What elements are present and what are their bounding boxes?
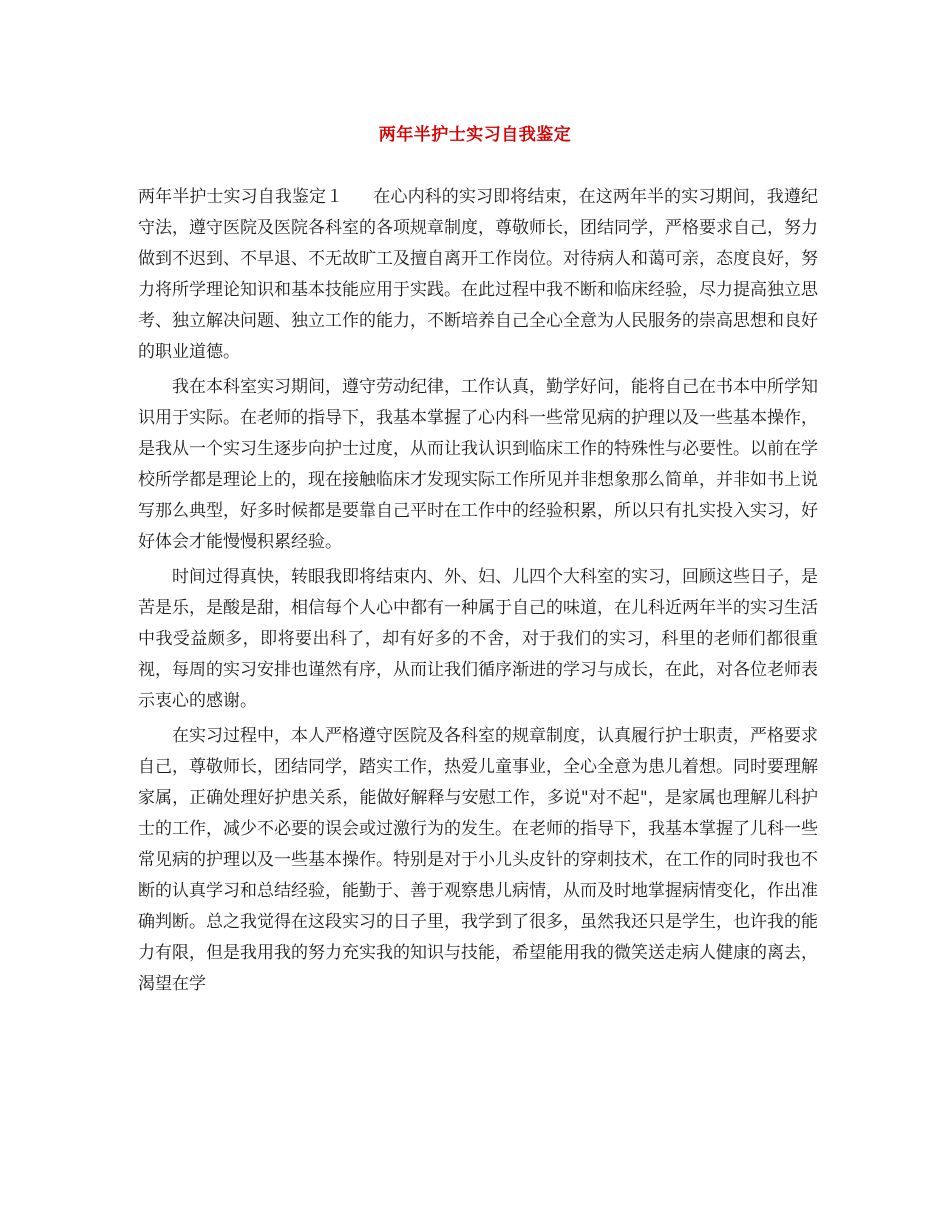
inline-heading: 两年半护士实习自我鉴定１ [138, 187, 344, 207]
paragraph-2: 我在本科室实习期间，遵守劳动纪律，工作认真，勤学好问，能将自己在书本中所学知识用于实际。在老师的指导下，我基本掌握了心内科一些常见病的护理以及一些基本操作，是我从一个实习生逐步向护士过度，从而让我认识到临床工作的特殊性与必要性。以前在学校所学都是理论上的，现在接触临床才发现实际工作所见并非想象那么简单，并非如书上说写那么典型，好多时候都是要靠自己平时在工作中的经验积累，所以只有扎实投入实习，好好体会才能慢慢积累经验。 [138, 377, 818, 552]
paragraph-3: 时间过得真快，转眼我即将结束内、外、妇、儿四个大科室的实习，回顾这些日子，是苦是乐，是酸是甜，相信每个人心中都有一种属于自己的味道，在儿科近两年半的实习生活中我受益颇多，即将要出科了，却有好多的不舍，对于我们的实习，科里的老师们都很重视，每周的实习安排也谨然有序，从而让我们循序渐进的学习与成长，在此，对各位老师表示衷心的感谢。 [138, 567, 818, 711]
document-body [138, 182, 818, 1004]
paragraph-1 [138, 182, 818, 368]
paragraph-4: 在实习过程中，本人严格遵守医院及各科室的规章制度，认真履行护士职责，严格要求自己，尊敬师长，团结同学，踏实工作，热爱儿童事业，全心全意为患儿着想。同时要理解家属，正确处理好护患关系，能做好解释与安慰工作，多说"对不起"，是家属也理解儿科护士的工作，减少不必要的误会或过激行为的发生。在老师的指导下，我基本掌握了儿科一些常见病的护理以及一些基本操作。特别是对于小儿头皮针的穿刺技术，在工作的同时我也不断的认真学习和总结经验，能勤于、善于观察患儿病情，从而及时地掌握病情变化，作出准确判断。总之我觉得在这段实习的日子里，我学到了很多，虽然我还只是学生，也许我的能力有限，但是我用我的努力充实我的知识与技能，希望能用我的微笑送走病人健康的离去，渴望在学 [138, 726, 818, 994]
document-title: 两年半护士实习自我鉴定 [378, 125, 572, 145]
paragraph-1-text: 在心内科的实习即将结束，在这两年半的实习期间，我遵纪守法，遵守医院及医院各科室的各项规章制度，尊敬师长，团结同学，严格要求自己，努力做到不迟到、不早退、不无故旷工及擅自离开工作岗位。对待病人和蔼可亲，态度良好，努力将所学理论知识和基本技能应用于实践。在此过程中我不断和临床经验，尽力提高独立思考、独立解决问题、独立工作的能力，不断培养自己全心全意为人民服务的崇高思想和良好的职业道德。 [138, 187, 819, 362]
